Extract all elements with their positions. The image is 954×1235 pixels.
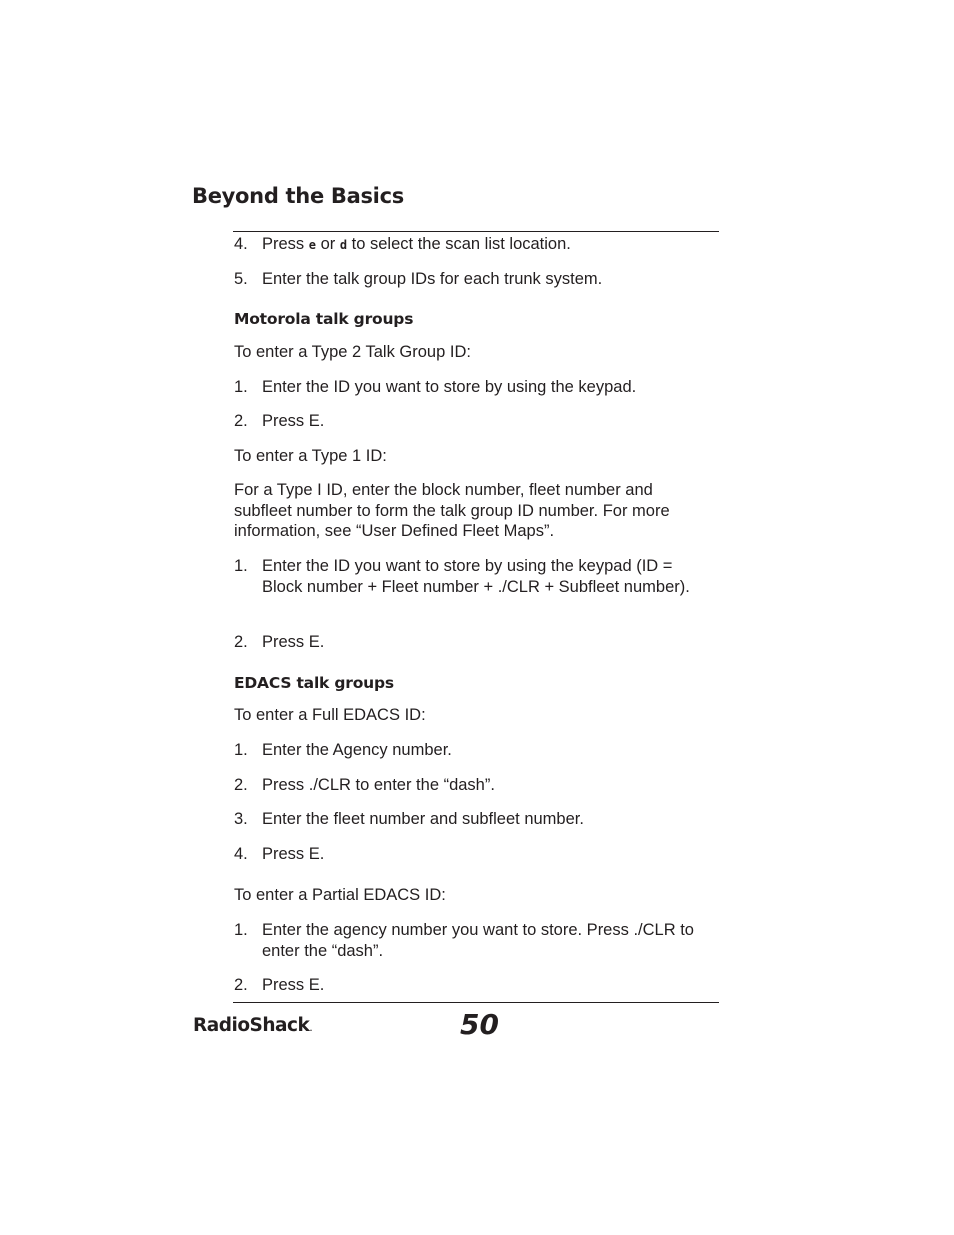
step-number: 5.: [234, 270, 248, 288]
step-text: Enter the ID you want to store by using the keypad.: [262, 378, 637, 396]
paragraph: For a Type I ID, enter the block number, fleet number and subfleet number to form the talk group ID number. For more information, see “User Defined Fleet Maps”.: [234, 481, 670, 541]
step-number: 1.: [234, 378, 248, 396]
step-number: 3.: [234, 810, 248, 828]
step-text: Enter the ID you want to store by using the keypad (ID = Block number + Fleet number + ./CLR + Subfleet number).: [262, 557, 690, 596]
section-heading-motorola: Motorola talk groups: [234, 310, 414, 328]
step-number: 1.: [234, 557, 248, 575]
brand-logo: RadioShack.: [193, 1015, 313, 1036]
step-number: 2.: [234, 412, 248, 430]
section-heading-edacs: EDACS talk groups: [234, 674, 394, 692]
step-text: Press E.: [262, 633, 325, 651]
step-text: Press ./CLR to enter the “dash”.: [262, 776, 495, 794]
list-item: [234, 844, 714, 865]
step-text: Enter the talk group IDs for each trunk system.: [262, 270, 603, 288]
step-number: 4.: [234, 235, 248, 253]
step-text: Press E.: [262, 845, 325, 863]
step-text: Enter the agency number you want to store. Press ./CLR to enter the “dash”.: [262, 921, 694, 960]
step-text: Enter the Agency number.: [262, 741, 452, 759]
header-rule: [233, 231, 719, 232]
step-text: Press E.: [262, 976, 325, 994]
list-item: [234, 740, 714, 761]
list-item: [234, 920, 714, 961]
list-item: [234, 632, 714, 653]
list-item: [234, 975, 714, 996]
list-item: [234, 809, 714, 830]
step-number: 2.: [234, 633, 248, 651]
list-item: [234, 377, 714, 398]
list-item: [234, 775, 714, 796]
up-key-icon: e: [308, 238, 316, 252]
step-number: 2.: [234, 776, 248, 794]
paragraph: To enter a Type 2 Talk Group ID:: [234, 343, 471, 361]
paragraph: To enter a Type 1 ID:: [234, 447, 387, 465]
list-item: [234, 234, 714, 256]
footer-rule: [233, 1002, 719, 1003]
step-text: Press e or d to select the scan list location.: [262, 235, 571, 253]
step-number: 1.: [234, 921, 248, 939]
paragraph: To enter a Full EDACS ID:: [234, 706, 426, 724]
step-number: 1.: [234, 741, 248, 759]
list-item: [234, 411, 714, 432]
list-item: [234, 269, 714, 290]
page-number: 50: [460, 1008, 499, 1041]
paragraph: To enter a Partial EDACS ID:: [234, 886, 446, 904]
down-key-icon: d: [339, 238, 348, 252]
step-number: 2.: [234, 976, 248, 994]
step-text: Press E.: [262, 412, 325, 430]
page-title: Beyond the Basics: [192, 184, 404, 208]
step-number: 4.: [234, 845, 248, 863]
list-item: [234, 556, 694, 597]
step-text: Enter the fleet number and subfleet number.: [262, 810, 584, 828]
